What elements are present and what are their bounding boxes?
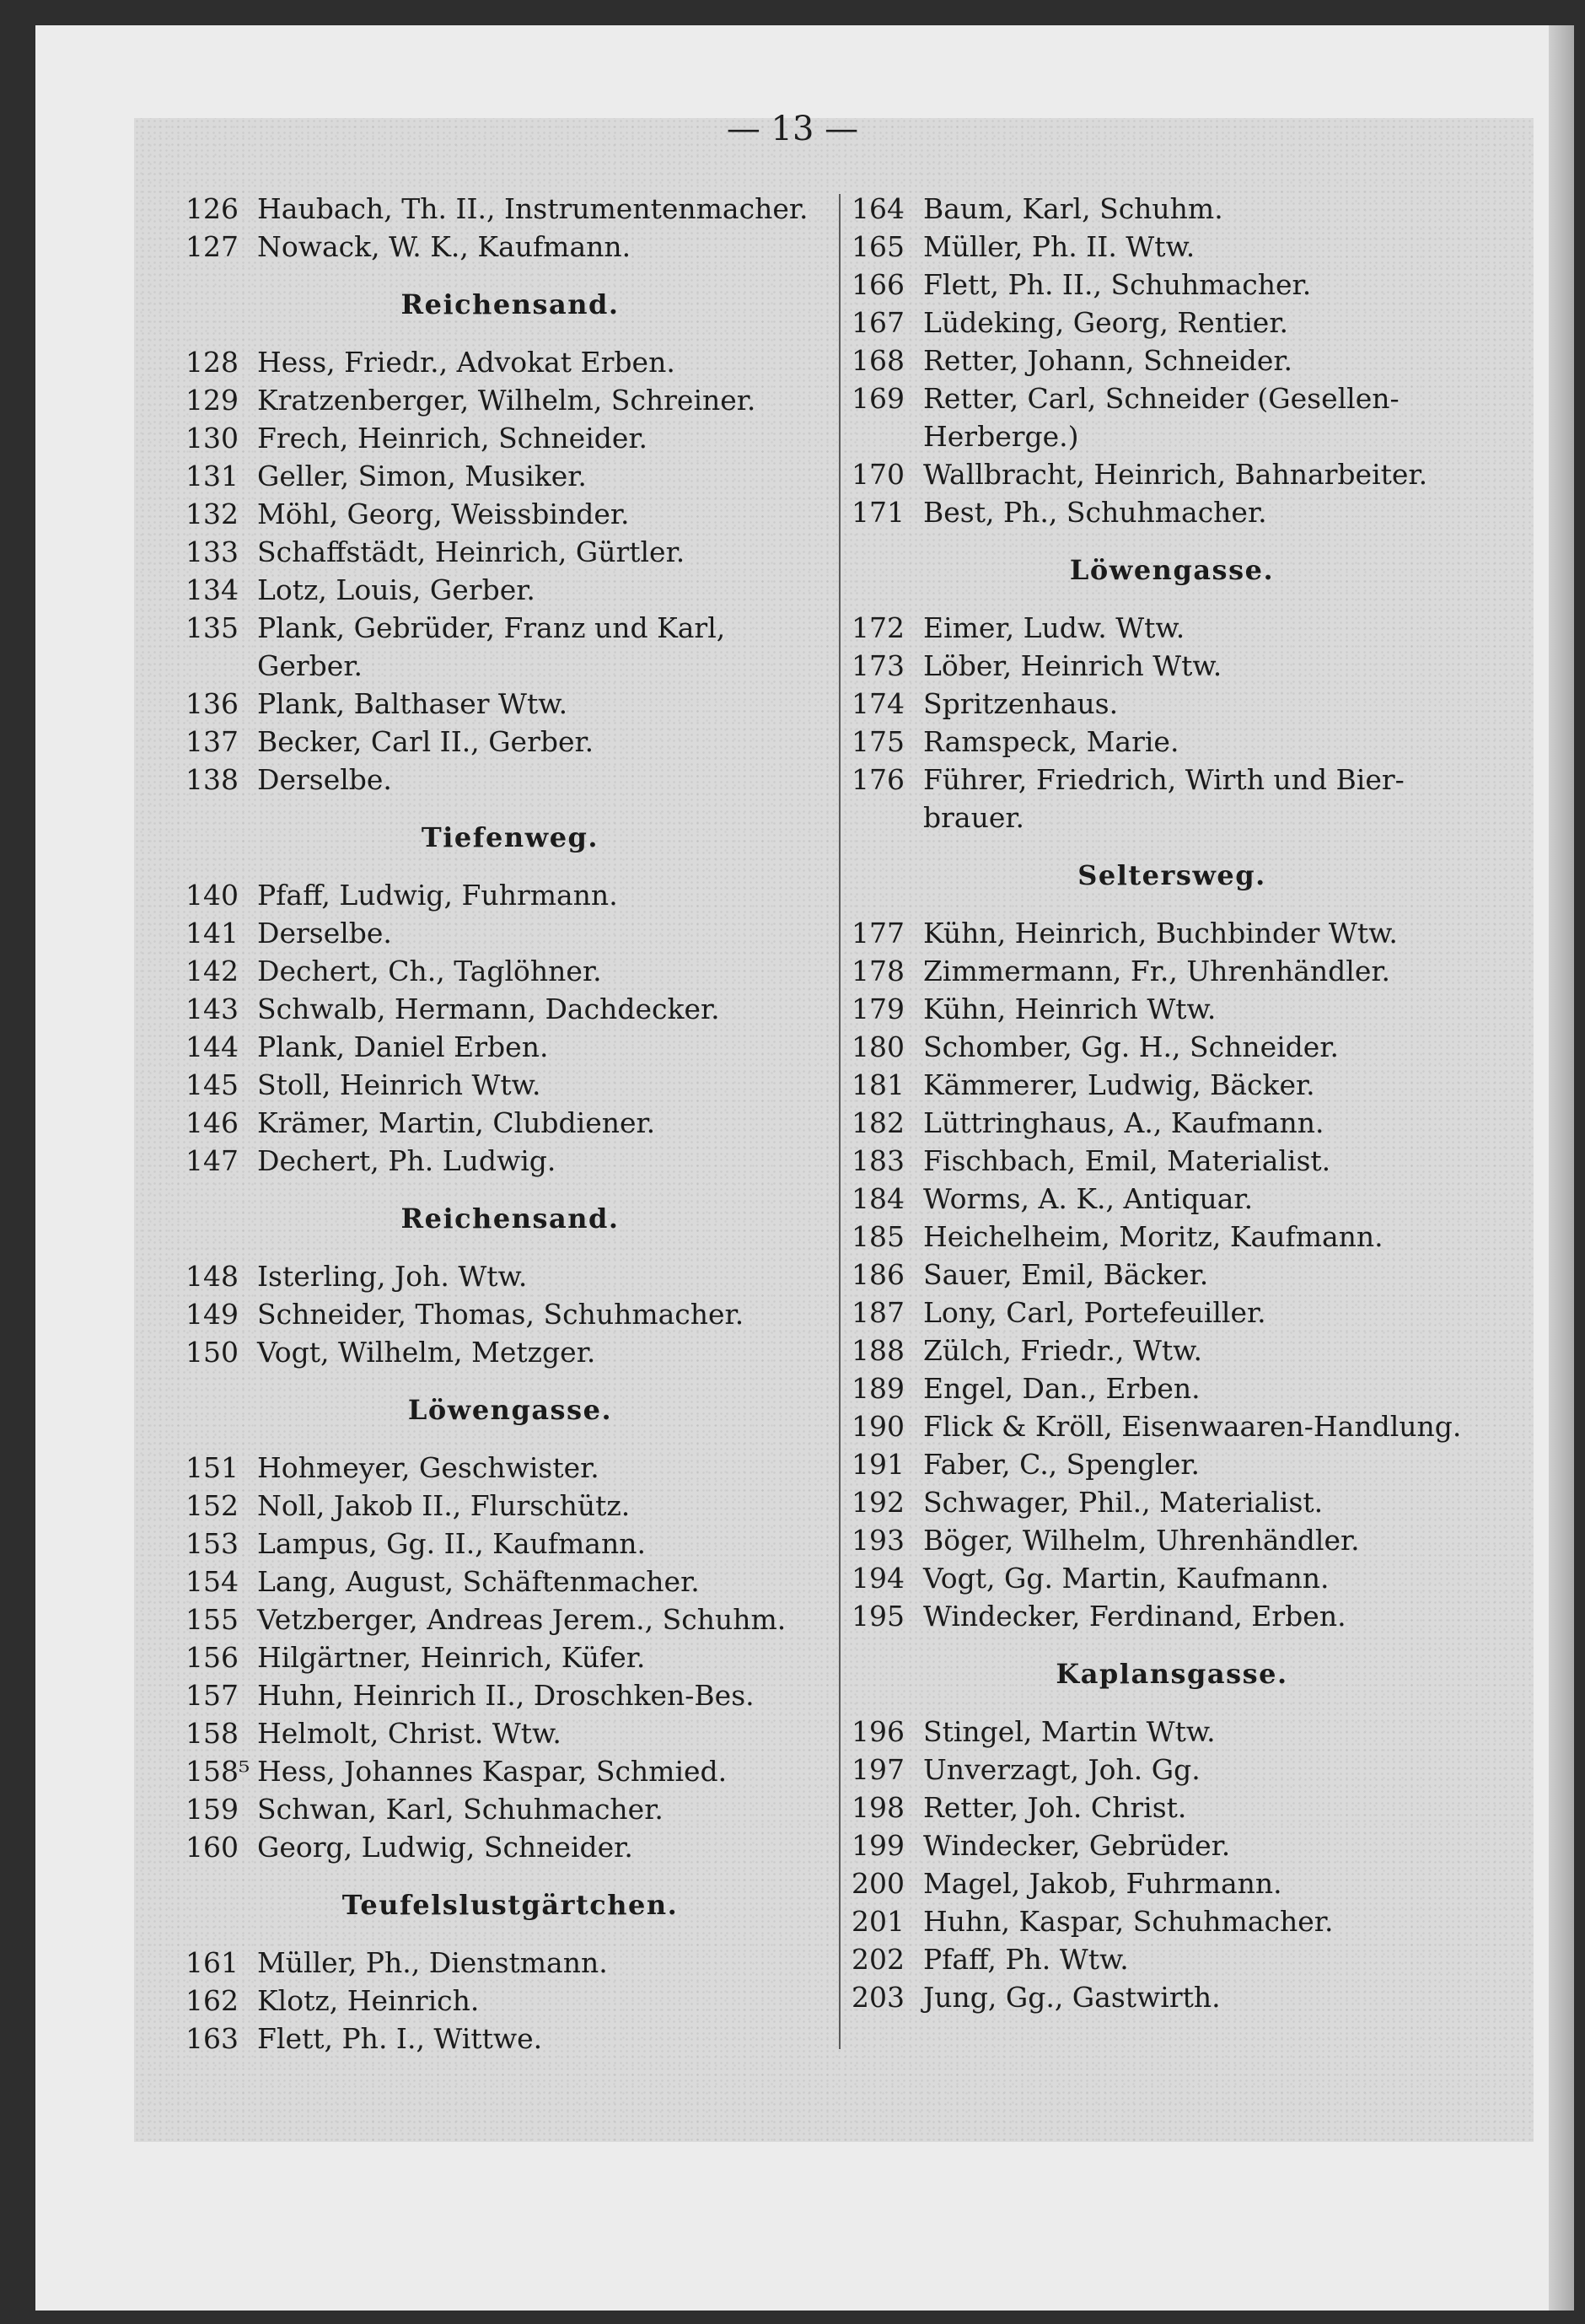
directory-entry <box>185 571 830 609</box>
directory-entry <box>852 1902 1492 1940</box>
resident-text: Kratzenberger, Wilhelm, Schreiner. <box>257 384 756 417</box>
directory-entry <box>185 1257 830 1295</box>
house-number: 149 <box>185 1298 239 1331</box>
resident-text: Isterling, Joh. Wtw. <box>257 1260 528 1293</box>
resident-text: Schwan, Karl, Schuhmacher. <box>257 1793 664 1826</box>
house-number: 163 <box>185 2022 239 2055</box>
directory-entry <box>852 1751 1492 1789</box>
house-number: 187 <box>852 1296 905 1329</box>
directory-entry <box>852 1713 1492 1751</box>
house-number: 153 <box>185 1527 239 1560</box>
directory-entry <box>185 1333 830 1371</box>
resident-text: Frech, Heinrich, Schneider. <box>257 422 648 455</box>
house-number: 195 <box>852 1600 905 1633</box>
directory-entry <box>852 685 1492 723</box>
house-number: 197 <box>852 1753 905 1786</box>
house-number: 161 <box>185 1946 239 1979</box>
house-number: 183 <box>852 1144 905 1177</box>
house-number: 188 <box>852 1334 905 1367</box>
resident-text: Vogt, Gg. Martin, Kaufmann. <box>923 1562 1330 1595</box>
directory-entry <box>185 1790 830 1828</box>
resident-text: Pfaff, Ludwig, Fuhrmann. <box>257 879 618 912</box>
resident-text: Schneider, Thomas, Schuhmacher. <box>257 1298 744 1331</box>
directory-entry <box>185 1066 830 1104</box>
resident-text: Plank, Balthaser Wtw. <box>257 687 568 720</box>
directory-entry <box>852 190 1492 228</box>
directory-entry <box>185 1638 830 1676</box>
resident-text: Lampus, Gg. II., Kaufmann. <box>257 1527 646 1560</box>
resident-text: Vogt, Wilhelm, Metzger. <box>257 1336 596 1369</box>
house-number: 152 <box>185 1489 239 1522</box>
resident-text: Retter, Carl, Schneider (Gesellen- Herberge.) <box>923 382 1400 453</box>
directory-entry <box>852 1826 1492 1864</box>
directory-entry <box>185 1449 830 1487</box>
house-number: 192 <box>852 1486 905 1519</box>
resident-text: Magel, Jakob, Fuhrmann. <box>923 1867 1282 1900</box>
resident-text: Pfaff, Ph. Wtw. <box>923 1943 1129 1976</box>
directory-entry <box>185 1944 830 1982</box>
house-number: 162 <box>185 1984 239 2017</box>
directory-entry <box>852 342 1492 379</box>
house-number: 157 <box>185 1679 239 1712</box>
resident-text: Retter, Joh. Christ. <box>923 1791 1187 1824</box>
resident-text: Lotz, Louis, Gerber. <box>257 573 535 606</box>
house-number: 181 <box>852 1068 905 1101</box>
directory-entry <box>852 1142 1492 1180</box>
directory-entry <box>852 1294 1492 1331</box>
resident-text: Kämmerer, Ludwig, Bäcker. <box>923 1068 1315 1101</box>
resident-text: Krämer, Martin, Clubdiener. <box>257 1106 656 1139</box>
house-number: 170 <box>852 458 905 491</box>
directory-entry <box>185 1028 830 1066</box>
house-number: 158⁵ <box>185 1755 250 1788</box>
resident-text: Derselbe. <box>257 763 392 796</box>
directory-entry <box>185 1752 830 1790</box>
house-number: 185 <box>852 1220 905 1253</box>
resident-text: Führer, Friedrich, Wirth und Bier- brauer. <box>923 763 1405 834</box>
house-number: 133 <box>185 535 239 568</box>
house-number: 194 <box>852 1562 905 1595</box>
house-number: 176 <box>852 763 905 796</box>
house-number: 169 <box>852 382 905 415</box>
resident-text: Dechert, Ph. Ludwig. <box>257 1144 556 1177</box>
resident-text: Möhl, Georg, Weissbinder. <box>257 498 630 530</box>
resident-text: Windecker, Gebrüder. <box>923 1829 1231 1862</box>
house-number: 166 <box>852 268 905 301</box>
house-number: 150 <box>185 1336 239 1369</box>
resident-text: Dechert, Ch., Taglöhner. <box>257 955 602 987</box>
directory-entry <box>852 1331 1492 1369</box>
resident-text: Kühn, Heinrich Wtw. <box>923 993 1217 1025</box>
house-number: 182 <box>852 1106 905 1139</box>
resident-text: Retter, Johann, Schneider. <box>923 344 1293 377</box>
house-number: 190 <box>852 1410 905 1443</box>
resident-text: Müller, Ph. II. Wtw. <box>923 230 1195 263</box>
directory-entry <box>852 493 1492 531</box>
resident-text: Schwager, Phil., Materialist. <box>923 1486 1324 1519</box>
directory-entry <box>185 1104 830 1142</box>
directory-entry <box>852 1789 1492 1826</box>
directory-entry <box>185 723 830 761</box>
resident-text: Ramspeck, Marie. <box>923 725 1179 758</box>
directory-entry <box>852 1445 1492 1483</box>
directory-entry <box>852 1559 1492 1597</box>
house-number: 203 <box>852 1981 905 2014</box>
directory-entry <box>852 1180 1492 1218</box>
directory-entry <box>852 1256 1492 1294</box>
house-number: 144 <box>185 1030 239 1063</box>
house-number: 143 <box>185 993 239 1025</box>
directory-entry <box>185 1487 830 1525</box>
resident-text: Lüdeking, Georg, Rentier. <box>923 306 1288 339</box>
resident-text: Schwalb, Hermann, Dachdecker. <box>257 993 720 1025</box>
house-number: 180 <box>852 1030 905 1063</box>
directory-entry <box>852 1483 1492 1521</box>
house-number: 189 <box>852 1372 905 1405</box>
resident-text: Lüttringhaus, A., Kaufmann. <box>923 1106 1324 1139</box>
directory-entry <box>185 2020 830 2058</box>
resident-text: Baum, Karl, Schuhm. <box>923 192 1223 225</box>
directory-entry <box>185 1142 830 1180</box>
resident-text: Plank, Gebrüder, Franz und Karl, Gerber. <box>257 611 726 682</box>
directory-entry <box>185 1828 830 1866</box>
house-number: 156 <box>185 1641 239 1674</box>
resident-text: Huhn, Kaspar, Schuhmacher. <box>923 1905 1334 1938</box>
column-divider <box>839 194 841 2049</box>
directory-entry <box>852 1066 1492 1104</box>
house-number: 130 <box>185 422 239 455</box>
house-number: 140 <box>185 879 239 912</box>
resident-text: Heichelheim, Moritz, Kaufmann. <box>923 1220 1384 1253</box>
street-heading: Löwengasse. <box>1069 554 1275 586</box>
resident-text: Faber, C., Spengler. <box>923 1448 1201 1481</box>
resident-text: Huhn, Heinrich II., Droschken-Bes. <box>257 1679 755 1712</box>
resident-text: Böger, Wilhelm, Uhrenhändler. <box>923 1524 1360 1557</box>
directory-entry <box>852 1978 1492 2016</box>
directory-entry <box>185 1525 830 1563</box>
resident-text: Fischbach, Emil, Materialist. <box>923 1144 1331 1177</box>
directory-entry <box>185 876 830 914</box>
resident-text: Windecker, Ferdinand, Erben. <box>923 1600 1346 1633</box>
house-number: 172 <box>852 611 905 644</box>
resident-text: Sauer, Emil, Bäcker. <box>923 1258 1209 1291</box>
house-number: 129 <box>185 384 239 417</box>
house-number: 134 <box>185 573 239 606</box>
resident-text: Derselbe. <box>257 917 392 950</box>
resident-text: Lang, August, Schäftenmacher. <box>257 1565 700 1598</box>
street-heading: Teufelslustgärtchen. <box>341 1889 679 1921</box>
house-number: 184 <box>852 1182 905 1215</box>
house-number: 171 <box>852 496 905 529</box>
directory-entry <box>852 952 1492 990</box>
resident-text: Hess, Johannes Kaspar, Schmied. <box>257 1755 728 1788</box>
directory-entry <box>852 1597 1492 1635</box>
house-number: 145 <box>185 1068 239 1101</box>
street-heading: Tiefenweg. <box>421 821 599 853</box>
directory-entry <box>852 1407 1492 1445</box>
resident-text: Schomber, Gg. H., Schneider. <box>923 1030 1339 1063</box>
resident-text: Eimer, Ludw. Wtw. <box>923 611 1185 644</box>
directory-entry <box>852 1940 1492 1978</box>
right-column <box>852 190 1492 2016</box>
directory-entry <box>185 381 830 419</box>
house-number: 200 <box>852 1867 905 1900</box>
directory-entry <box>185 419 830 457</box>
house-number: 146 <box>185 1106 239 1139</box>
resident-text: Unverzagt, Joh. Gg. <box>923 1753 1201 1786</box>
left-column <box>185 190 830 2058</box>
resident-text: Stingel, Martin Wtw. <box>923 1715 1216 1748</box>
house-number: 151 <box>185 1451 239 1484</box>
directory-entry <box>185 685 830 723</box>
directory-entry <box>185 914 830 952</box>
resident-text: Löber, Heinrich Wtw. <box>923 649 1222 682</box>
directory-entry <box>852 1028 1492 1066</box>
house-number: 173 <box>852 649 905 682</box>
house-number: 142 <box>185 955 239 987</box>
house-number: 199 <box>852 1829 905 1862</box>
directory-entry <box>185 1563 830 1600</box>
directory-entry <box>185 990 830 1028</box>
resident-text: Müller, Ph., Dienstmann. <box>257 1946 608 1979</box>
resident-text: Jung, Gg., Gastwirth. <box>923 1981 1221 2014</box>
house-number: 141 <box>185 917 239 950</box>
house-number: 202 <box>852 1943 905 1976</box>
resident-text: Klotz, Heinrich. <box>257 1984 480 2017</box>
directory-entry <box>852 379 1492 455</box>
resident-text: Zimmermann, Fr., Uhrenhändler. <box>923 955 1390 987</box>
resident-text: Flett, Ph. II., Schuhmacher. <box>923 268 1312 301</box>
house-number: 154 <box>185 1565 239 1598</box>
directory-entry <box>852 914 1492 952</box>
house-number: 165 <box>852 230 905 263</box>
house-number: 174 <box>852 687 905 720</box>
page-edge <box>1549 25 1574 2311</box>
directory-entry <box>852 1369 1492 1407</box>
directory-entry <box>852 1521 1492 1559</box>
street-heading: Reichensand. <box>400 288 620 320</box>
house-number: 201 <box>852 1905 905 1938</box>
house-number: 179 <box>852 993 905 1025</box>
directory-entry <box>185 533 830 571</box>
resident-text: Plank, Daniel Erben. <box>257 1030 549 1063</box>
house-number: 128 <box>185 346 239 379</box>
directory-entry <box>852 723 1492 761</box>
directory-entry <box>185 1295 830 1333</box>
house-number: 178 <box>852 955 905 987</box>
page-number: — 13 — <box>726 110 859 148</box>
directory-entry <box>185 952 830 990</box>
house-number: 137 <box>185 725 239 758</box>
resident-text: Flick & Kröll, Eisenwaaren-Handlung. <box>923 1410 1462 1443</box>
directory-entry <box>852 1104 1492 1142</box>
street-heading: Reichensand. <box>400 1202 620 1235</box>
resident-text: Spritzenhaus. <box>923 687 1119 720</box>
directory-entry <box>852 990 1492 1028</box>
resident-text: Georg, Ludwig, Schneider. <box>257 1831 633 1864</box>
directory-entry <box>185 1600 830 1638</box>
house-number: 131 <box>185 460 239 492</box>
directory-entry <box>185 609 830 685</box>
resident-text: Geller, Simon, Musiker. <box>257 460 587 492</box>
directory-entry <box>185 343 830 381</box>
house-number: 148 <box>185 1260 239 1293</box>
house-number: 135 <box>185 611 239 644</box>
resident-text: Hilgärtner, Heinrich, Küfer. <box>257 1641 646 1674</box>
resident-text: Lony, Carl, Portefeuiller. <box>923 1296 1266 1329</box>
resident-text: Helmolt, Christ. Wtw. <box>257 1717 561 1750</box>
house-number: 132 <box>185 498 239 530</box>
resident-text: Engel, Dan., Erben. <box>923 1372 1201 1405</box>
resident-text: Kühn, Heinrich, Buchbinder Wtw. <box>923 917 1398 950</box>
house-number: 127 <box>185 230 239 263</box>
directory-entry <box>185 1982 830 2020</box>
resident-text: Flett, Ph. I., Wittwe. <box>257 2022 543 2055</box>
resident-text: Best, Ph., Schuhmacher. <box>923 496 1267 529</box>
resident-text: Stoll, Heinrich Wtw. <box>257 1068 541 1101</box>
resident-text: Becker, Carl II., Gerber. <box>257 725 594 758</box>
house-number: 191 <box>852 1448 905 1481</box>
house-number: 164 <box>852 192 905 225</box>
house-number: 168 <box>852 344 905 377</box>
directory-entry <box>185 1714 830 1752</box>
resident-text: Worms, A. K., Antiquar. <box>923 1182 1254 1215</box>
resident-text: Noll, Jakob II., Flurschütz. <box>257 1489 631 1522</box>
house-number: 167 <box>852 306 905 339</box>
directory-entry <box>185 228 830 266</box>
street-heading: Löwengasse. <box>407 1394 613 1426</box>
house-number: 159 <box>185 1793 239 1826</box>
directory-entry <box>185 1676 830 1714</box>
directory-entry <box>852 455 1492 493</box>
directory-entry <box>185 495 830 533</box>
street-heading: Seltersweg. <box>1077 859 1266 891</box>
house-number: 160 <box>185 1831 239 1864</box>
directory-entry <box>852 647 1492 685</box>
resident-text: Wallbracht, Heinrich, Bahnarbeiter. <box>923 458 1428 491</box>
directory-entry <box>852 1864 1492 1902</box>
house-number: 155 <box>185 1603 239 1636</box>
resident-text: Haubach, Th. II., Instrumentenmacher. <box>257 192 809 225</box>
house-number: 158 <box>185 1717 239 1750</box>
directory-entry <box>852 609 1492 647</box>
resident-text: Schaffstädt, Heinrich, Gürtler. <box>257 535 685 568</box>
house-number: 193 <box>852 1524 905 1557</box>
resident-text: Hohmeyer, Geschwister. <box>257 1451 599 1484</box>
house-number: 196 <box>852 1715 905 1748</box>
directory-entry <box>185 761 830 799</box>
resident-text: Vetzberger, Andreas Jerem., Schuhm. <box>257 1603 787 1636</box>
directory-entry <box>852 228 1492 266</box>
directory-entry <box>852 304 1492 342</box>
directory-entry <box>185 190 830 228</box>
house-number: 136 <box>185 687 239 720</box>
resident-text: Nowack, W. K., Kaufmann. <box>257 230 631 263</box>
directory-entry <box>852 1218 1492 1256</box>
house-number: 138 <box>185 763 239 796</box>
resident-text: Zülch, Friedr., Wtw. <box>923 1334 1202 1367</box>
resident-text: Hess, Friedr., Advokat Erben. <box>257 346 675 379</box>
house-number: 175 <box>852 725 905 758</box>
street-heading: Kaplansgasse. <box>1056 1658 1288 1690</box>
directory-entry <box>852 266 1492 304</box>
house-number: 198 <box>852 1791 905 1824</box>
house-number: 186 <box>852 1258 905 1291</box>
house-number: 147 <box>185 1144 239 1177</box>
house-number: 126 <box>185 192 239 225</box>
house-number: 177 <box>852 917 905 950</box>
directory-entry <box>185 457 830 495</box>
directory-entry <box>852 761 1492 837</box>
